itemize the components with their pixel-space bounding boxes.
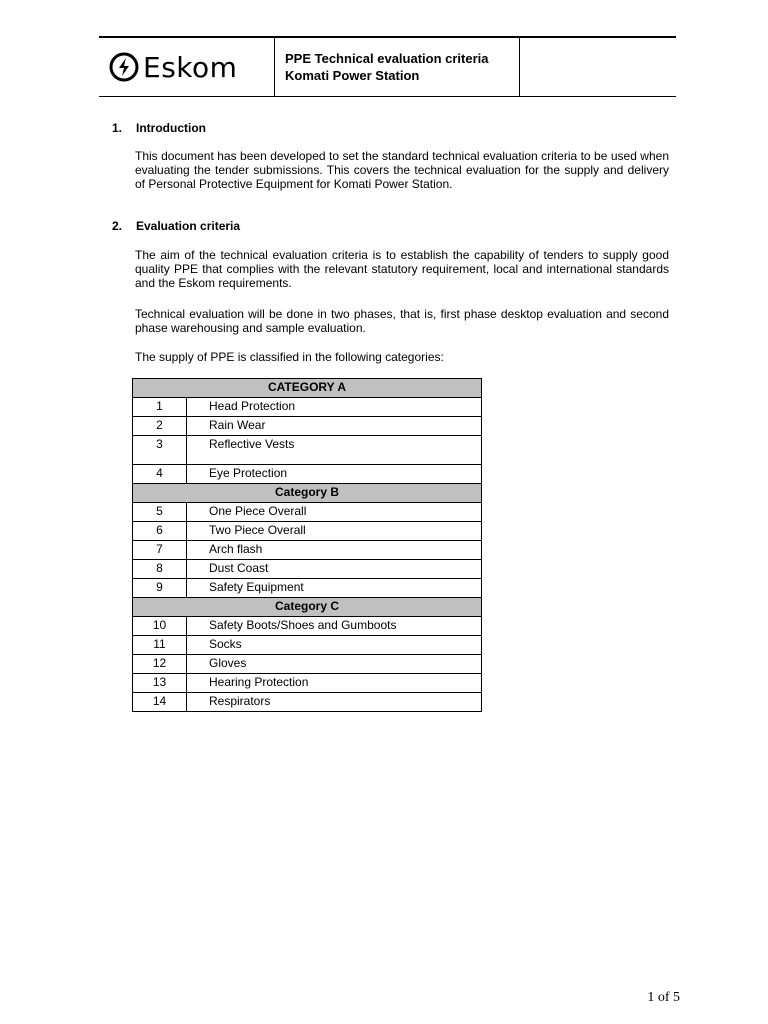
section-title: Introduction xyxy=(136,121,206,135)
page-number: 1 of 5 xyxy=(647,990,680,1005)
section-title: Evaluation criteria xyxy=(136,219,241,233)
category-name: Category B xyxy=(133,484,482,503)
table-row xyxy=(133,560,482,579)
item-label: Eye Protection xyxy=(187,465,482,484)
table-row xyxy=(133,436,482,465)
header-title-cell xyxy=(275,38,520,96)
item-number: 12 xyxy=(133,655,187,674)
item-label: Hearing Protection xyxy=(187,674,482,693)
table-row xyxy=(133,465,482,484)
table-row xyxy=(133,655,482,674)
item-number: 10 xyxy=(133,617,187,636)
table-row xyxy=(133,617,482,636)
logo-cell xyxy=(99,38,275,96)
item-number: 5 xyxy=(133,503,187,522)
table-row xyxy=(133,417,482,436)
item-number: 4 xyxy=(133,465,187,484)
document-title: PPE Technical evaluation criteria xyxy=(285,51,489,66)
table-row xyxy=(133,636,482,655)
item-label: Gloves xyxy=(187,655,482,674)
category-header-row xyxy=(133,379,482,398)
section-number: 1. xyxy=(112,121,123,135)
item-label: Arch flash xyxy=(187,541,482,560)
item-number: 7 xyxy=(133,541,187,560)
item-label: Safety Equipment xyxy=(187,579,482,598)
section-number: 2. xyxy=(112,219,123,233)
item-number: 3 xyxy=(133,436,187,465)
item-label: Two Piece Overall xyxy=(187,522,482,541)
phases-paragraph: Technical evaluation will be done in two phases, that is, first phase desktop evaluation and second phase warehousing and sample evaluation. xyxy=(135,307,669,335)
document-header xyxy=(99,36,676,97)
item-label: Socks xyxy=(187,636,482,655)
aim-paragraph: The aim of the technical evaluation criteria is to establish the capability of tenders to supply good quality PPE that complies with the relevant statutory requirement, local and international standards and the Eskom requirements. xyxy=(135,248,669,290)
item-number: 11 xyxy=(133,636,187,655)
document-subtitle: Komati Power Station xyxy=(285,68,420,83)
table-row xyxy=(133,579,482,598)
item-number: 6 xyxy=(133,522,187,541)
category-header-row xyxy=(133,598,482,617)
category-header-row xyxy=(133,484,482,503)
item-label: Safety Boots/Shoes and Gumboots xyxy=(187,617,482,636)
eskom-logo-icon xyxy=(109,52,139,82)
table-row xyxy=(133,522,482,541)
table-row xyxy=(133,503,482,522)
item-label: Head Protection xyxy=(187,398,482,417)
table-row xyxy=(133,398,482,417)
supply-paragraph: The supply of PPE is classified in the following categories: xyxy=(135,350,444,364)
category-name: Category C xyxy=(133,598,482,617)
table-row xyxy=(133,693,482,712)
item-number: 9 xyxy=(133,579,187,598)
item-number: 13 xyxy=(133,674,187,693)
item-label: Reflective Vests xyxy=(187,436,482,465)
item-number: 2 xyxy=(133,417,187,436)
logo-wordmark: Eskom xyxy=(143,50,238,84)
item-number: 1 xyxy=(133,398,187,417)
item-label: One Piece Overall xyxy=(187,503,482,522)
item-label: Dust Coast xyxy=(187,560,482,579)
category-name: CATEGORY A xyxy=(133,379,482,398)
table-row xyxy=(133,674,482,693)
item-label: Rain Wear xyxy=(187,417,482,436)
item-number: 8 xyxy=(133,560,187,579)
table-row xyxy=(133,541,482,560)
ppe-category-table xyxy=(132,378,482,712)
intro-paragraph: This document has been developed to set the standard technical evaluation criteria to be used when evaluating the tender submissions. This covers the technical evaluation for the supply and delivery of Personal Protective Equipment for Komati Power Station. xyxy=(135,149,669,191)
item-label: Respirators xyxy=(187,693,482,712)
header-empty-cell xyxy=(520,38,676,96)
item-number: 14 xyxy=(133,693,187,712)
